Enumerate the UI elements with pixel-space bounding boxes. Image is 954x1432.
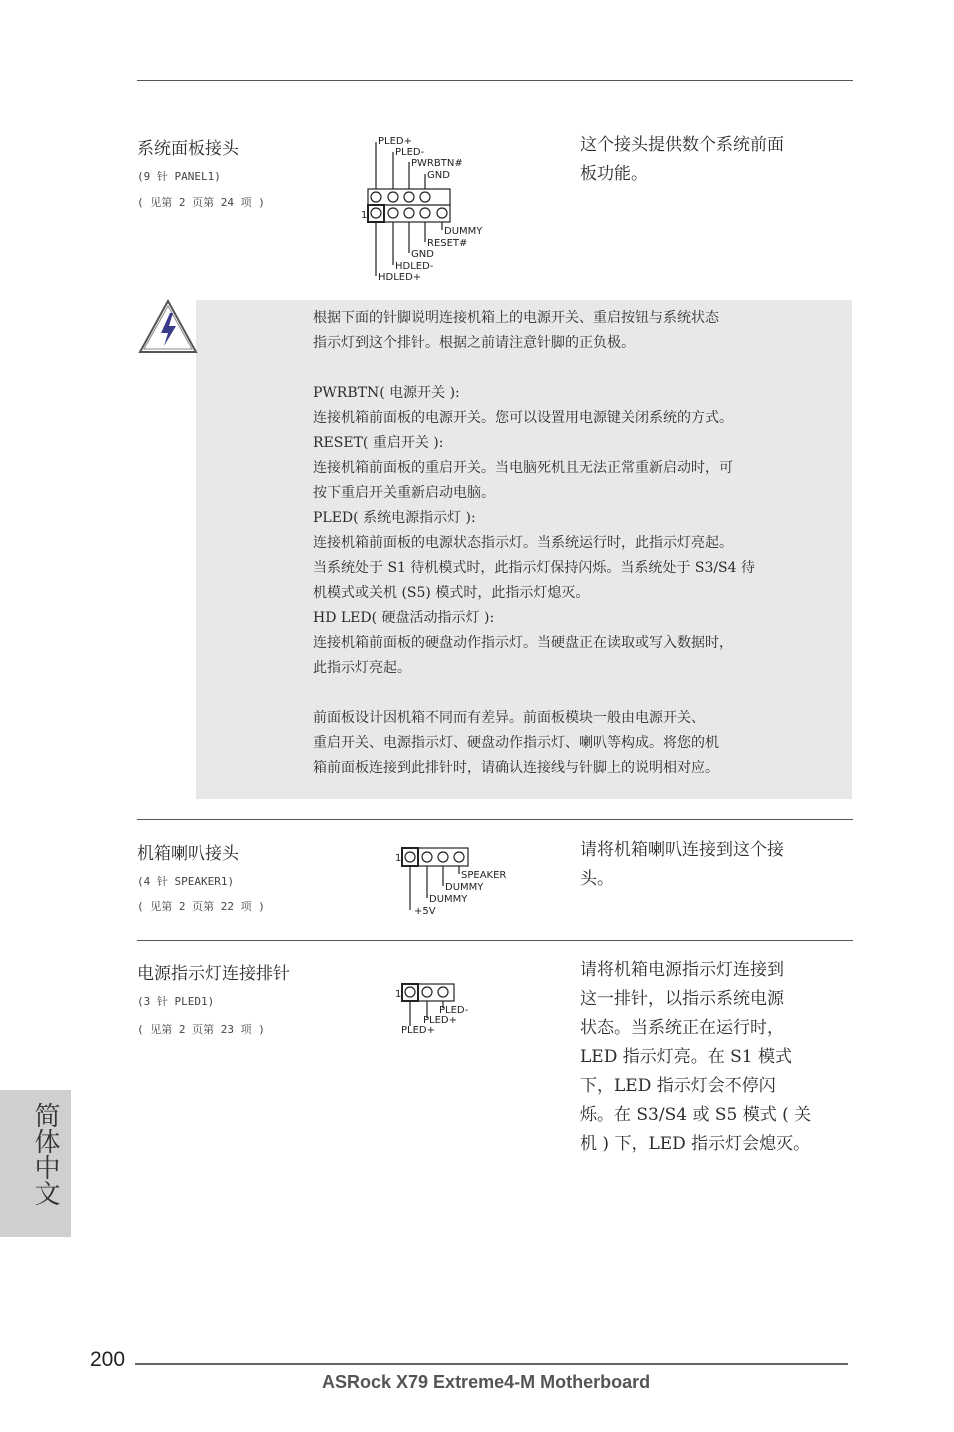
note-line: 连接机箱前面板的电源开关。您可以设置用电源键关闭系统的方式。 bbox=[313, 410, 733, 426]
panel-ref: ( 见第 2 页第 24 项 ) bbox=[137, 196, 265, 209]
speaker-ref: ( 见第 2 页第 22 项 ) bbox=[137, 900, 265, 913]
desc-line: 烁。在 S3/S4 或 S5 模式 ( 关 bbox=[580, 1105, 812, 1125]
speaker-pins: (4 针 SPEAKER1) bbox=[137, 875, 235, 888]
pin-label: PLED+ bbox=[423, 1015, 457, 1026]
pin-label: PWRBTN# bbox=[411, 158, 463, 169]
desc-line: 这个接头提供数个系统前面 bbox=[580, 135, 784, 155]
pin1-label: 1 bbox=[361, 210, 368, 221]
desc-line: 状态。当系统正在运行时， bbox=[580, 1018, 784, 1038]
note-line: 当系统处于 S1 待机模式时，此指示灯保持闪烁。当系统处于 S3/S4 待 bbox=[313, 560, 756, 576]
panel1-header-diagram bbox=[358, 132, 498, 287]
footer-product: ASRock X79 Extreme4-M Motherboard bbox=[322, 1372, 651, 1392]
pin1-label: 1 bbox=[395, 853, 402, 864]
note-line bbox=[313, 681, 833, 706]
section-divider bbox=[137, 940, 853, 941]
speaker-description bbox=[580, 836, 830, 894]
note-line: 连接机箱前面板的硬盘动作指示灯。当硬盘正在读取或写入数据时， bbox=[313, 635, 733, 651]
pled-description bbox=[580, 956, 830, 1159]
pin-label: SPEAKER bbox=[461, 870, 507, 881]
note-line: PLED( 系统电源指示灯 ): bbox=[313, 510, 476, 526]
pled-pins: (3 针 PLED1) bbox=[137, 995, 215, 1008]
pin-label: GND bbox=[427, 170, 450, 181]
note-line: 前面板设计因机箱不同而有差异。前面板模块一般由电源开关、 bbox=[313, 710, 705, 726]
desc-line: 机 ) 下，LED 指示灯会熄灭。 bbox=[580, 1134, 811, 1154]
top-rule bbox=[137, 80, 853, 81]
pin-label: PLED- bbox=[439, 1005, 469, 1016]
panel-pins: (9 针 PANEL1) bbox=[137, 170, 221, 183]
pled-title: 电源指示灯连接排针 bbox=[137, 964, 290, 984]
speaker-title: 机箱喇叭接头 bbox=[137, 844, 239, 864]
note-line: 指示灯到这个排针。根据之前请注意针脚的正负极。 bbox=[313, 335, 635, 351]
language-side-tab bbox=[0, 1090, 71, 1237]
pled-header-diagram bbox=[392, 980, 492, 1040]
note-line: 根据下面的针脚说明连接机箱上的电源开关、重启按钮与系统状态 bbox=[313, 310, 719, 326]
note-line: 连接机箱前面板的重启开关。当电脑死机且无法正常重新启动时，可 bbox=[313, 460, 733, 476]
note-text bbox=[313, 306, 833, 781]
note-line: 重启开关、电源指示灯、硬盘动作指示灯、喇叭等构成。将您的机 bbox=[313, 735, 719, 751]
page-number: 200 bbox=[90, 1348, 126, 1371]
desc-line: 请将机箱喇叭连接到这个接 bbox=[580, 840, 784, 860]
desc-line: 板功能。 bbox=[580, 164, 648, 184]
pin-label: PLED+ bbox=[378, 136, 412, 147]
pin-label: DUMMY bbox=[444, 226, 483, 237]
pin-label: HDLED- bbox=[395, 261, 434, 272]
pin-label: +5V bbox=[414, 906, 436, 917]
pin-label: DUMMY bbox=[429, 894, 468, 905]
desc-line: 这一排针，以指示系统电源 bbox=[580, 989, 784, 1009]
panel-title: 系统面板接头 bbox=[137, 139, 239, 159]
note-line: HD LED( 硬盘活动指示灯 ): bbox=[313, 610, 495, 626]
warning-icon bbox=[137, 298, 199, 356]
note-line: 箱前面板连接到此排针时，请确认连接线与针脚上的说明相对应。 bbox=[313, 760, 719, 776]
desc-line: 下，LED 指示灯会不停闪 bbox=[580, 1076, 776, 1096]
panel-description bbox=[580, 131, 830, 189]
pled-ref: ( 见第 2 页第 23 项 ) bbox=[137, 1023, 265, 1036]
pin-label: RESET# bbox=[427, 238, 468, 249]
speaker-header-diagram bbox=[392, 844, 522, 919]
pin-label: PLED- bbox=[395, 147, 425, 158]
desc-line: LED 指示灯亮。在 S1 模式 bbox=[580, 1047, 793, 1067]
side-tab-label: 简体中文 bbox=[30, 1102, 60, 1206]
section-divider bbox=[137, 819, 853, 820]
footer-rule bbox=[135, 1363, 848, 1365]
pin-label: GND bbox=[411, 249, 434, 260]
note-line: 连接机箱前面板的电源状态指示灯。当系统运行时，此指示灯亮起。 bbox=[313, 535, 733, 551]
pin1-label: 1 bbox=[395, 989, 402, 1000]
desc-line: 头。 bbox=[580, 869, 614, 889]
desc-line: 请将机箱电源指示灯连接到 bbox=[580, 960, 784, 980]
pin-label: DUMMY bbox=[445, 882, 484, 893]
pin-label: HDLED+ bbox=[378, 272, 422, 283]
note-line: 按下重启开关重新启动电脑。 bbox=[313, 485, 495, 501]
pin-label: PLED+ bbox=[401, 1025, 435, 1036]
note-line: 机模式或关机 (S5) 模式时，此指示灯熄灭。 bbox=[313, 585, 590, 601]
note-line bbox=[313, 356, 833, 381]
note-line: RESET( 重启开关 ): bbox=[313, 435, 444, 451]
note-line: 此指示灯亮起。 bbox=[313, 660, 411, 676]
note-line: PWRBTN( 电源开关 ): bbox=[313, 385, 460, 401]
